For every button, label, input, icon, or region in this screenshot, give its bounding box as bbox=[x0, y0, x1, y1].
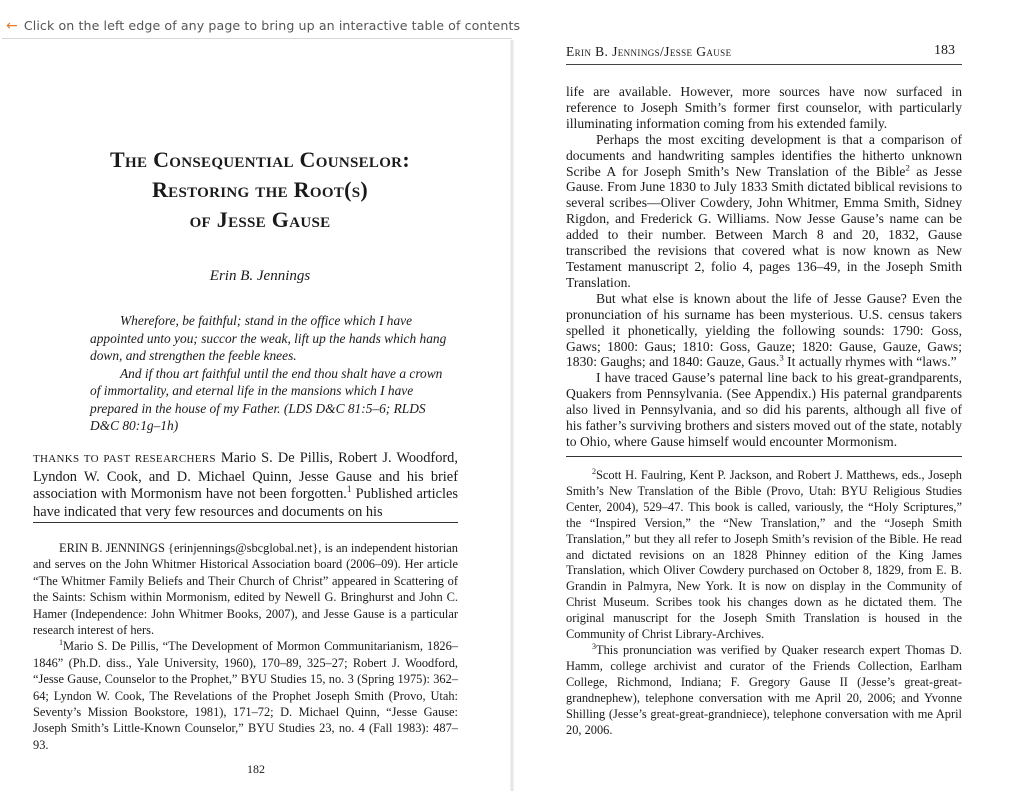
epigraph bbox=[90, 312, 450, 435]
paragraph-2 bbox=[566, 132, 962, 291]
header-rule-right bbox=[566, 64, 962, 65]
epigraph-paragraph-2: And if thou art faithful until the end thou shalt have a crown of immortality, and eternal life in the mansions which I have prepared in the house of my Father. (LDS D&C 81:5–6; RLDS D&C 80:1g–1h) bbox=[90, 365, 443, 433]
paragraph-3-text-cont: It actually rhymes with “laws.” bbox=[783, 354, 957, 370]
footnote-rule-left bbox=[33, 522, 458, 523]
article-author: Erin B. Jennings bbox=[209, 268, 311, 284]
footnote-2-text: Scott H. Faulring, Kent P. Jackson, and Robert J. Matthews, eds., Joseph Smith’s New Translation of the Bible (Provo, Utah: BYU Religious Studies Center, 2004), 529–47. This book is called, variously, the “Holy Scriptures,” the “Inspired Version,” the “New Translation,” and the “Joseph Smith Translation,” but they all refer to Joseph Smith’s revision of the Bible. He read and dictated revisions on an 1828 Phinney edition of the King James Translation, which Oliver Cowdery purchased on October 8, 1829, from E. B. Grandin in Palmyra, New York. It is now on display in the Community of Christ Museum. Scribes took his changes down as he dictated them. The original manuscript for the Joseph Smith Translation is housed in the Community of Christ Library-Archives. bbox=[566, 468, 962, 642]
footnote-ref-2[interactable]: 2 bbox=[905, 162, 910, 172]
body-text: Mario S. De Pillis, Robert J. Woodford, Lyndon W. Cook, and D. Michael Quinn, Jesse Gause and his brief association with Mormonism have not been forgotten. bbox=[33, 450, 458, 502]
footnote-3-number: 3 bbox=[592, 641, 597, 651]
epigraph-paragraph-1: Wherefore, be faithful; stand in the office which I have appointed unto you; succor the weak, lift up the hands which hang down, and strengthen the feeble knees. bbox=[90, 313, 447, 363]
paragraph-4: I have traced Gause’s paternal line back to his great-grandparents, Quakers from Pennsylvania. (See Appendix.) His paternal grandparents also lived in Pennsylvania, and so did his parents, although all five of his father’s surviving brothers and sisters moved out of the state, notably to Ohio, where Gause himself would encounter Mormonism. bbox=[566, 370, 962, 449]
title-line-1: The Consequential Counselor: bbox=[110, 147, 410, 172]
left-footnotes bbox=[33, 540, 458, 753]
footnote-3-text: This pronunciation was verified by Quaker research expert Thomas D. Hamm, college archivist and curator of the Friends Collection, Earlham College, Richmond, Indiana; F. Gregory Gause II (Jesse’s great-great-grandnephew), telephone conversation with me April 20, 2006; and Yvonne Shilling (Jesse’s great-great-grandniece), telephone conversation with me April 20, 2006. bbox=[566, 642, 962, 737]
footnote-ref-3[interactable]: 3 bbox=[779, 352, 784, 363]
footnote-1-number: 1 bbox=[59, 638, 64, 648]
title-line-3: of Jesse Gause bbox=[189, 207, 331, 232]
footnote-rule-right bbox=[566, 456, 962, 457]
article-title bbox=[80, 145, 440, 235]
title-line-2: Restoring the Root(s) bbox=[151, 177, 368, 202]
footnote-3 bbox=[566, 643, 962, 738]
body-opening bbox=[33, 450, 458, 521]
hint-text: Click on the left edge of any page to bring up an interactive table of contents bbox=[23, 18, 521, 33]
body-lead-smallcaps: THANKS TO PAST RESEARCHERS bbox=[33, 453, 216, 465]
footnote-2 bbox=[566, 468, 962, 643]
footnote-1 bbox=[33, 638, 458, 753]
body-text-continued: Published articles have indicated that very few resources and documents on his bbox=[33, 486, 459, 520]
paragraph-2-text-cont: as Jesse Gause. From June 1830 to July 1833 Smith dictated biblical revisions to several scribes—Oliver Cowdery, John Whitmer, Emma Smith, Sidney Rigdon, and Frederick G. Williams. Now Jesse Gause’s name can be added to their number. Between March 8 and 20, 1832, Gause transcribed the revisions that covered what is now known as New Testament manuscript 2, folio 4, pages 136–49, in the Joseph Smith Translation. bbox=[566, 163, 962, 290]
running-head: Erin B. Jennings/Jesse Gause bbox=[566, 44, 732, 59]
footnote-ref-1[interactable]: 1 bbox=[346, 485, 352, 496]
page-number-right: 183 bbox=[934, 43, 955, 58]
right-footnotes bbox=[566, 468, 962, 738]
page-number-left: 182 bbox=[247, 762, 265, 776]
paragraph-3 bbox=[566, 291, 962, 371]
footnote-1-text: Mario S. De Pillis, “The Development of Mormon Communitarianism, 1826–1846” (Ph.D. diss., Yale University, 1960), 170–89, 325–27; Robert J. Woodford, “Jesse Gause, Counselor to the Prophet,” BYU Studies 15, no. 3 (Spring 1975): 362–64; Lyndon W. Cook, The Revelations of the Prophet Joseph Smith (Provo, Utah: Seventy’s Mission Bookstore, 1981), 171–72; D. Michael Quinn, “Jesse Gause: Joseph Smith’s Little-Known Counselor,” BYU Studies 23, no. 4 (Fall 1983): 487–93. bbox=[33, 639, 458, 752]
footnote-2-number: 2 bbox=[592, 466, 597, 476]
paragraph-3-text: But what else is known about the life of Jesse Gause? Even the pronunciation of his surname has been mysterious. U.S. census takers spelled it phonetically, yielding the following sounds: 1790: Goss, Gaws; 1800: Gaus; 1810: Goss, Gauze; 1820: Gause, Gauze, Gaws; 1830: Gaughs; and 1840: Gauze, Gaus. bbox=[566, 290, 962, 370]
paragraph-2-text: Perhaps the most exciting development is that a comparison of documents and handwriting samples identifies the hitherto unknown Scribe A for Joseph Smith’s New Translation of the Bible bbox=[566, 131, 962, 179]
paragraph-1: life are available. However, more sources have now surfaced in reference to Joseph Smith’s former first counselor, with particularly illuminating information coming from his extended family. bbox=[566, 84, 962, 131]
left-arrow-icon: ← bbox=[6, 18, 18, 34]
right-body bbox=[566, 84, 962, 450]
author-bio: ERIN B. JENNINGS {erinjennings@sbcglobal.net}, is an independent historian and serves on the John Whitmer Historical Association board (2006–09). Her article “The Whitmer Family Beliefs and Their Church of Christ” appeared in Scattering of the Saints: Schism within Mormonism, edited by Newell G. Bringhurst and John C. Hamer (Independence: John Whitmer Books, 2007), and Jesse Gause is a particular research interest of hers. bbox=[33, 541, 458, 638]
